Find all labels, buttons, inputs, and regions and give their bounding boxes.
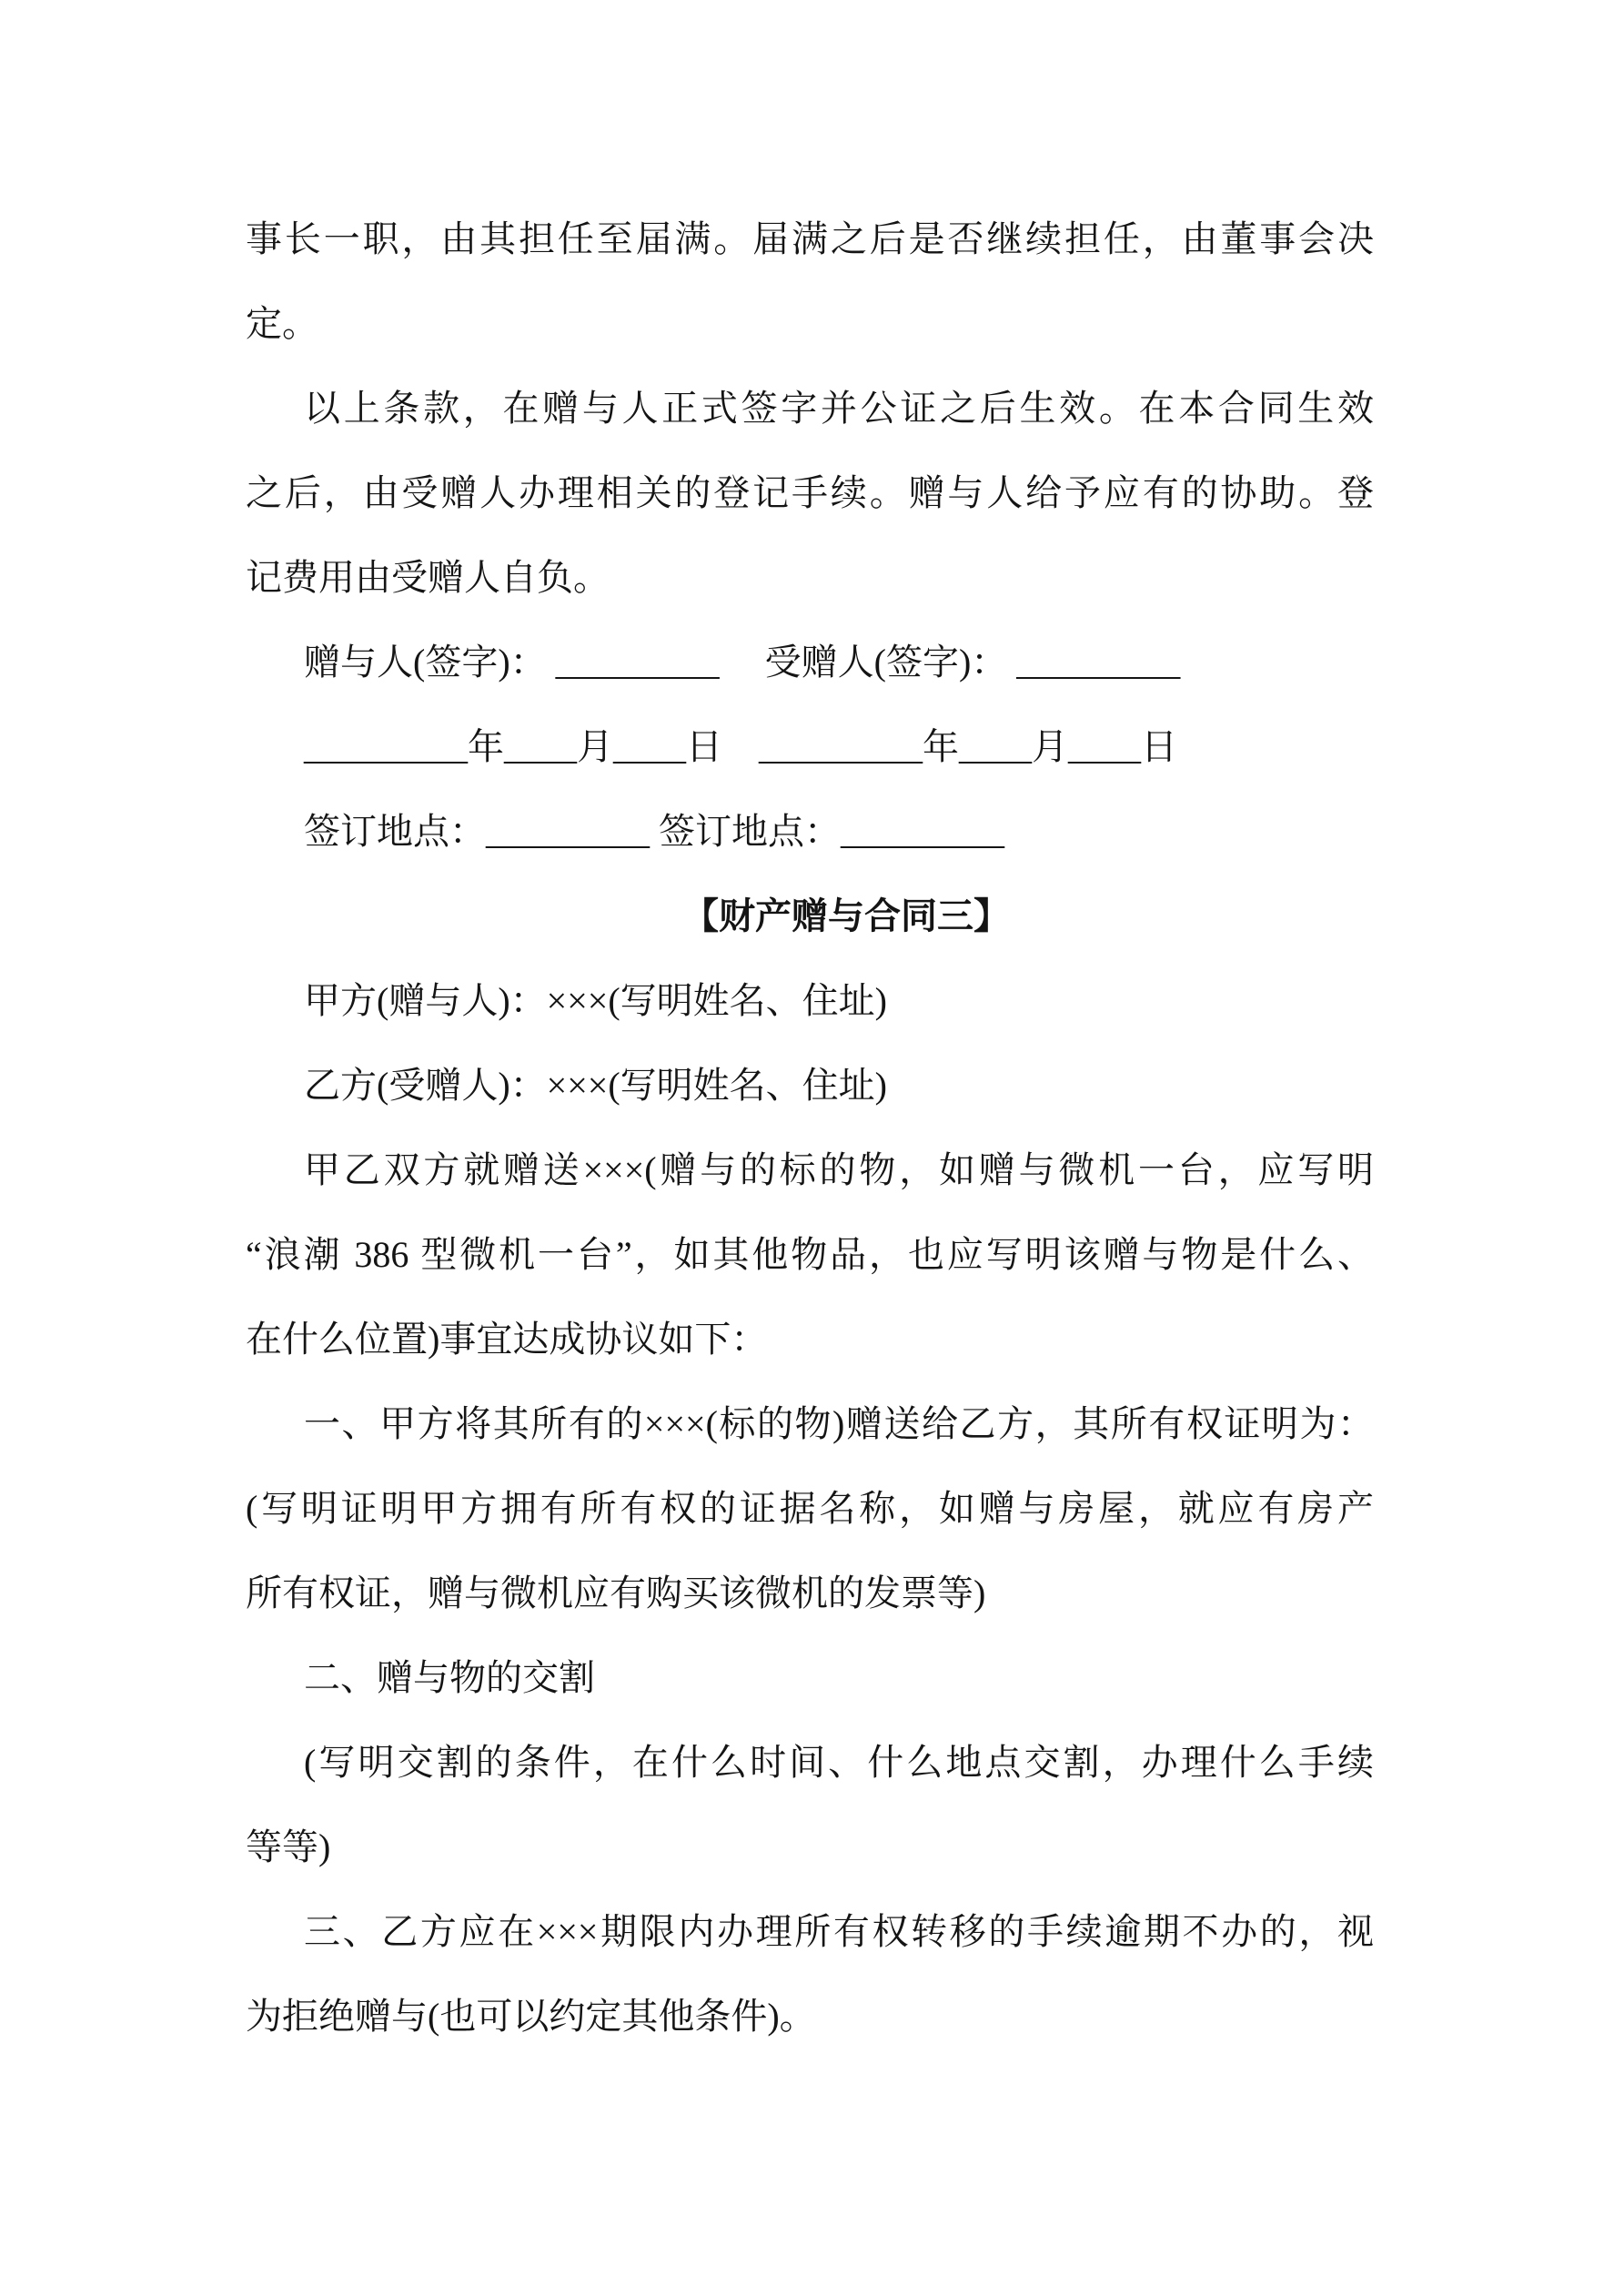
date-line: _________年____月____日 _________年____月____日 [304,726,1177,767]
doc-line: 所有权证，赠与微机应有购买该微机的发票等) [246,1573,986,1613]
signature-line: 赠与人(签字)： _________ 受赠人(签字)： _________ [304,642,1181,683]
clause-2-line: 二、赠与物的交割 [304,1657,595,1698]
doc-line: 之后，由受赠人办理相关的登记手续。赠与人给予应有的协助。登 [246,472,1374,513]
document-body [246,197,1374,2058]
doc-line: 以上条款，在赠与人正式签字并公证之后生效。在本合同生效 [304,388,1374,429]
doc-line: 等等) [246,1826,331,1867]
doc-line: (写明交割的条件，在什么时间、什么地点交割，办理什么手续 [304,1742,1374,1783]
doc-line: 甲乙双方就赠送×××(赠与的标的物，如赠与微机一台，应写明 [304,1149,1374,1190]
clause-3-line: 三、乙方应在×××期限内办理所有权转移的手续逾期不办的，视 [304,1911,1374,1952]
clause-1-line: 一、甲方将其所有的×××(标的物)赠送给乙方，其所有权证明为： [304,1403,1374,1444]
doc-line: 记费用由受赠人自负。 [246,557,610,598]
section-heading: 【财产赠与合同三】 [682,895,1010,936]
doc-line: (写明证明甲方拥有所有权的证据名称，如赠与房屋，就应有房产 [246,1488,1374,1529]
party-a-line: 甲方(赠与人)：×××(写明姓名、住址) [304,980,887,1021]
doc-line: 为拒绝赠与(也可以约定其他条件)。 [246,1996,816,2037]
doc-line: “浪潮 386 型微机一台”，如其他物品，也应写明该赠与物是什么、 [246,1234,1374,1275]
doc-line: 在什么位置)事宜达成协议如下： [246,1319,768,1360]
location-line: 签订地点：_________ 签订地点：_________ [304,811,1004,852]
party-b-line: 乙方(受赠人)：×××(写明姓名、住址) [304,1065,887,1106]
doc-line: 事长一职，由其担任至届满。届满之后是否继续担任，由董事会决 [246,218,1374,259]
doc-line: 定。 [246,303,318,344]
